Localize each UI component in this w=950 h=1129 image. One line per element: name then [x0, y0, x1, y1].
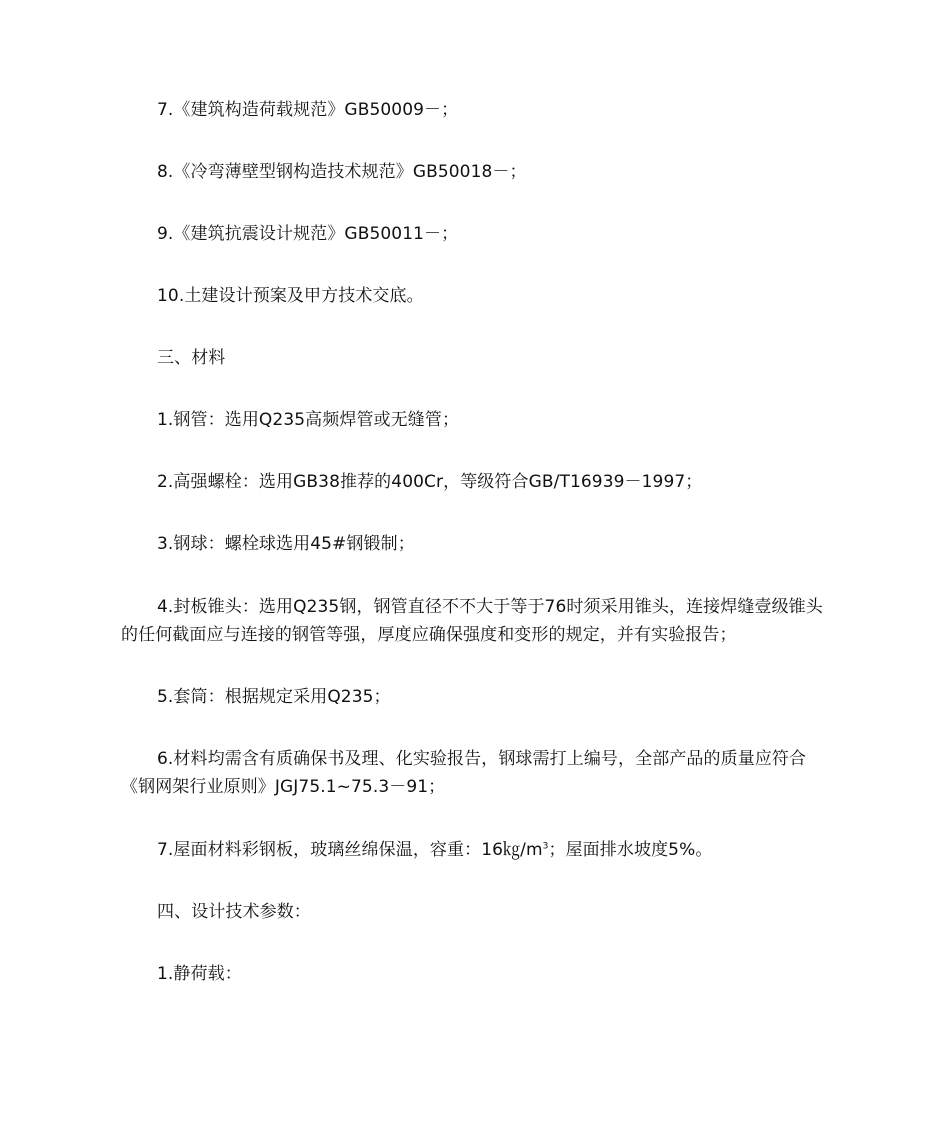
roof-slope-text: ；屋面排水坡度5%。 — [548, 840, 713, 860]
paragraph-high-strength-bolt: 2.高强螺栓：选用GB38推荐的400Cr，等级符合GB/T16939－1997； — [157, 472, 703, 492]
paragraph-roof-material — [121, 836, 833, 864]
paragraph-cold-formed-steel-code: 8.《冷弯薄壁型钢构造技术规范》GB50018－； — [157, 162, 527, 182]
roof-material-text: 7.屋面材料彩钢板，玻璃丝绵保温，容重：16㎏/m — [157, 840, 543, 860]
superscript-cubed: 3 — [542, 841, 549, 852]
paragraph-seismic-code: 9.《建筑抗震设计规范》GB50011－； — [157, 224, 459, 244]
section-heading-materials: 三、材料 — [157, 348, 226, 368]
paragraph-load-code: 7.《建筑构造荷载规范》GB50009－； — [157, 100, 459, 120]
paragraph-sealing-plate-cone: 4.封板锥头：选用Q235钢，钢管直径不不大于等于76时须采用锥头，连接焊缝壹级锥头的任何截面应与连接的钢管等强，厚度应确保强度和变形的规定，并有实验报告； — [121, 597, 823, 645]
paragraph-steel-ball: 3.钢球：螺栓球选用45#钢锻制； — [157, 534, 415, 554]
section-heading-design-parameters: 四、设计技术参数： — [157, 902, 311, 922]
paragraph-steel-pipe: 1.钢管：选用Q235高频焊管或无缝管； — [157, 410, 460, 430]
paragraph-civil-design: 10.土建设计预案及甲方技术交底。 — [157, 286, 424, 306]
paragraph-sleeve: 5.套筒：根据规定采用Q235； — [157, 687, 391, 707]
paragraph-dead-load: 1.静荷载： — [157, 964, 242, 984]
paragraph-material-certificates: 6.材料均需含有质确保书及理、化实验报告，钢球需打上编号，全部产品的质量应符合《钢网架行业原则》JGJ75.1~75.3－91； — [121, 749, 807, 797]
